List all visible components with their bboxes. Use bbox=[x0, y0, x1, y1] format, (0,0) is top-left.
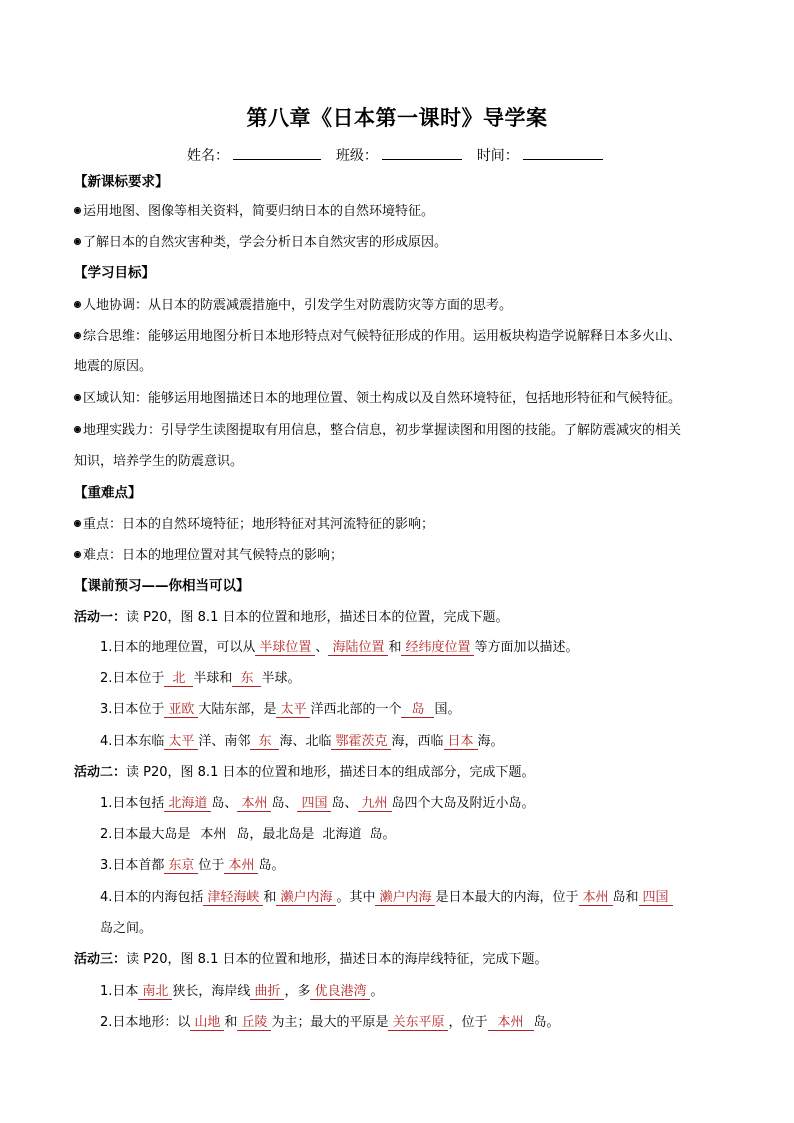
answer-blank[interactable]: 亚欧 bbox=[164, 702, 198, 718]
answer-blank[interactable]: 东 bbox=[232, 671, 261, 687]
question-row bbox=[100, 639, 579, 657]
question-text: 岛、 bbox=[211, 796, 238, 811]
section-heading-key-points: 【重难点】 bbox=[74, 485, 142, 501]
question-text: 、 bbox=[315, 640, 329, 655]
answer-blank[interactable]: 四国 bbox=[639, 890, 673, 906]
time-blank[interactable] bbox=[523, 145, 603, 160]
bullet-icon bbox=[74, 520, 81, 527]
question-text: 2.日本地形：以 bbox=[100, 1015, 191, 1030]
student-info-row bbox=[187, 145, 613, 165]
answer-blank[interactable]: 北 bbox=[164, 671, 193, 687]
question-text: ，位于 bbox=[448, 1015, 488, 1030]
answer-blank[interactable]: 本州 bbox=[579, 890, 613, 906]
question-text: 。其中 bbox=[336, 890, 376, 905]
list-item bbox=[74, 297, 512, 315]
time-label: 时间： bbox=[476, 148, 519, 164]
question-text: 海，西临 bbox=[391, 734, 444, 749]
activity-1-intro bbox=[74, 609, 508, 627]
name-blank[interactable] bbox=[233, 145, 321, 160]
question-row bbox=[100, 983, 384, 1001]
bullet-icon bbox=[74, 332, 81, 339]
class-blank[interactable] bbox=[382, 145, 462, 160]
activity-label: 活动二： bbox=[74, 765, 127, 780]
answer-blank[interactable]: 优良港湾 bbox=[310, 984, 370, 1000]
question-text: 1.日本的地理位置，可以从 bbox=[100, 640, 256, 655]
bullet-icon bbox=[74, 426, 81, 433]
answer-blank[interactable]: 太平 bbox=[276, 702, 310, 718]
question-text: 狭长，海岸线 bbox=[172, 984, 251, 999]
goal-text: 综合思维：能够运用地图分析日本地形特点对气候特征形成的作用。运用板块构造学说解释日本多火山、 bbox=[83, 329, 682, 344]
question-text: 4.日本的内海包括 bbox=[100, 890, 204, 905]
requirement-text: 运用地图、图像等相关资料，简要归纳日本的自然环境特征。 bbox=[83, 204, 435, 219]
question-text: 海、北临 bbox=[279, 734, 332, 749]
activity-2-intro bbox=[74, 764, 534, 782]
question-text: 和 bbox=[388, 640, 402, 655]
answer-blank[interactable]: 濑户内海 bbox=[375, 890, 435, 906]
activity-text: 读 P20，图 8.1 日本的位置和地形，描述日本的海岸线特征，完成下题。 bbox=[126, 952, 548, 967]
question-text: 洋、南邻 bbox=[198, 734, 251, 749]
activity-text: 读 P20，图 8.1 日本的位置和地形，描述日本的位置，完成下题。 bbox=[126, 610, 509, 625]
goal-text: 人地协调：从日本的防震减震措施中，引发学生对防震防灾等方面的思考。 bbox=[83, 298, 513, 313]
question-text: ，多 bbox=[284, 984, 311, 999]
question-row bbox=[100, 826, 395, 844]
question-text: 位于 bbox=[198, 858, 225, 873]
goal-text: 地理实践力：引导学生读图提取有用信息，整合信息，初步掌握读图和用图的技能。了解防震减灾的相关 bbox=[83, 423, 682, 438]
activity-3-intro bbox=[74, 951, 547, 969]
activity-label: 活动三： bbox=[74, 952, 127, 967]
question-row bbox=[100, 889, 673, 907]
activity-text: 读 P20，图 8.1 日本的位置和地形，描述日本的组成部分，完成下题。 bbox=[126, 765, 535, 780]
answer-text: 本州 bbox=[200, 827, 227, 842]
goal-text-continued: 地震的原因。 bbox=[74, 359, 153, 374]
question-text: 2.日本最大岛是 bbox=[100, 827, 191, 842]
answer-blank[interactable]: 关东平原 bbox=[388, 1015, 448, 1031]
bullet-icon bbox=[74, 238, 81, 245]
answer-blank[interactable]: 鄂霍茨克 bbox=[331, 734, 391, 750]
question-text: 和 bbox=[263, 890, 277, 905]
question-row bbox=[100, 733, 504, 751]
answer-blank[interactable]: 九州 bbox=[358, 796, 392, 812]
question-text: 等方面加以描述。 bbox=[474, 640, 579, 655]
list-item bbox=[74, 234, 447, 252]
answer-blank[interactable]: 本州 bbox=[488, 1015, 534, 1031]
answer-blank[interactable]: 本州 bbox=[237, 796, 271, 812]
answer-blank[interactable]: 津轻海峡 bbox=[203, 890, 263, 906]
question-text: 。 bbox=[370, 984, 384, 999]
question-text: 3.日本首都 bbox=[100, 858, 165, 873]
class-label: 班级： bbox=[335, 148, 378, 164]
question-text: 1.日本包括 bbox=[100, 796, 165, 811]
question-text: 岛，最北岛是 bbox=[236, 827, 315, 842]
question-row bbox=[100, 857, 284, 875]
question-row bbox=[100, 1014, 560, 1032]
page-title: 第八章《日本第一课时》导学案 bbox=[246, 106, 548, 130]
question-text: 国。 bbox=[434, 702, 461, 717]
answer-blank[interactable]: 濑户内海 bbox=[276, 890, 336, 906]
question-text: 海。 bbox=[477, 734, 504, 749]
answer-blank[interactable]: 半球位置 bbox=[255, 640, 315, 656]
list-item bbox=[74, 516, 434, 534]
question-text: 3.日本位于 bbox=[100, 702, 165, 717]
question-text: 洋西北部的一个 bbox=[310, 702, 402, 717]
question-text-continued: 岛之间。 bbox=[100, 921, 153, 936]
answer-blank[interactable]: 太平 bbox=[164, 734, 198, 750]
answer-blank[interactable]: 北海道 bbox=[164, 796, 211, 812]
bullet-icon bbox=[74, 551, 81, 558]
question-row bbox=[100, 795, 535, 813]
key-point-text: 难点：日本的地理位置对其气候特点的影响； bbox=[83, 548, 344, 563]
goal-text: 区域认知：能够运用地图描述日本的地理位置、领土构成以及自然环境特征，包括地形特征和气候特征。 bbox=[83, 391, 682, 406]
section-heading-preview: 【课前预习——你相当可以】 bbox=[74, 578, 250, 594]
answer-blank[interactable]: 日本 bbox=[444, 734, 478, 750]
answer-blank[interactable]: 本州 bbox=[224, 858, 258, 874]
bullet-icon bbox=[74, 207, 81, 214]
list-item bbox=[74, 203, 434, 221]
answer-blank[interactable]: 东 bbox=[250, 734, 279, 750]
requirement-text: 了解日本的自然灾害种类，学会分析日本自然灾害的形成原因。 bbox=[83, 235, 448, 250]
name-label: 姓名： bbox=[187, 148, 229, 164]
answer-blank[interactable]: 东京 bbox=[164, 858, 198, 874]
answer-blank[interactable]: 山地 bbox=[190, 1015, 224, 1031]
question-text: 岛。 bbox=[258, 858, 285, 873]
answer-blank[interactable]: 海陆位置 bbox=[328, 640, 388, 656]
question-row bbox=[100, 670, 300, 688]
answer-blank[interactable]: 南北 bbox=[138, 984, 172, 1000]
question-text: 岛。 bbox=[533, 1015, 560, 1030]
question-text: 岛和 bbox=[612, 890, 639, 905]
question-text: 半球。 bbox=[261, 671, 301, 686]
list-item bbox=[74, 390, 681, 408]
question-text: 半球和 bbox=[193, 671, 233, 686]
question-text: 岛、 bbox=[271, 796, 298, 811]
question-row bbox=[100, 701, 461, 719]
activity-label: 活动一： bbox=[74, 610, 127, 625]
question-text: 岛、 bbox=[331, 796, 358, 811]
bullet-icon bbox=[74, 301, 81, 308]
question-text: 2.日本位于 bbox=[100, 671, 165, 686]
answer-blank[interactable]: 丘陵 bbox=[237, 1015, 271, 1031]
section-heading-goals: 【学习目标】 bbox=[74, 265, 155, 281]
question-text: 岛四个大岛及附近小岛。 bbox=[391, 796, 535, 811]
key-point-text: 重点：日本的自然环境特征；地形特征对其河流特征的影响； bbox=[83, 517, 435, 532]
answer-blank[interactable]: 四国 bbox=[297, 796, 331, 812]
list-item bbox=[74, 547, 343, 565]
question-text: 是日本最大的内海，位于 bbox=[435, 890, 579, 905]
answer-blank[interactable]: 岛 bbox=[401, 702, 434, 718]
question-text: 岛。 bbox=[369, 827, 396, 842]
section-heading-requirements: 【新课标要求】 bbox=[74, 174, 169, 190]
bullet-icon bbox=[74, 394, 81, 401]
question-text: 4.日本东临 bbox=[100, 734, 165, 749]
question-text: 大陆东部，是 bbox=[198, 702, 277, 717]
goal-text-continued: 知识，培养学生的防震意识。 bbox=[74, 454, 244, 469]
question-text: 为主；最大的平原是 bbox=[271, 1015, 389, 1030]
list-item bbox=[74, 422, 681, 440]
answer-text: 北海道 bbox=[322, 827, 362, 842]
question-text: 和 bbox=[224, 1015, 238, 1030]
answer-blank[interactable]: 经纬度位置 bbox=[401, 640, 474, 656]
answer-blank[interactable]: 曲折 bbox=[250, 984, 284, 1000]
list-item bbox=[74, 328, 681, 346]
question-text: 1.日本 bbox=[100, 984, 139, 999]
